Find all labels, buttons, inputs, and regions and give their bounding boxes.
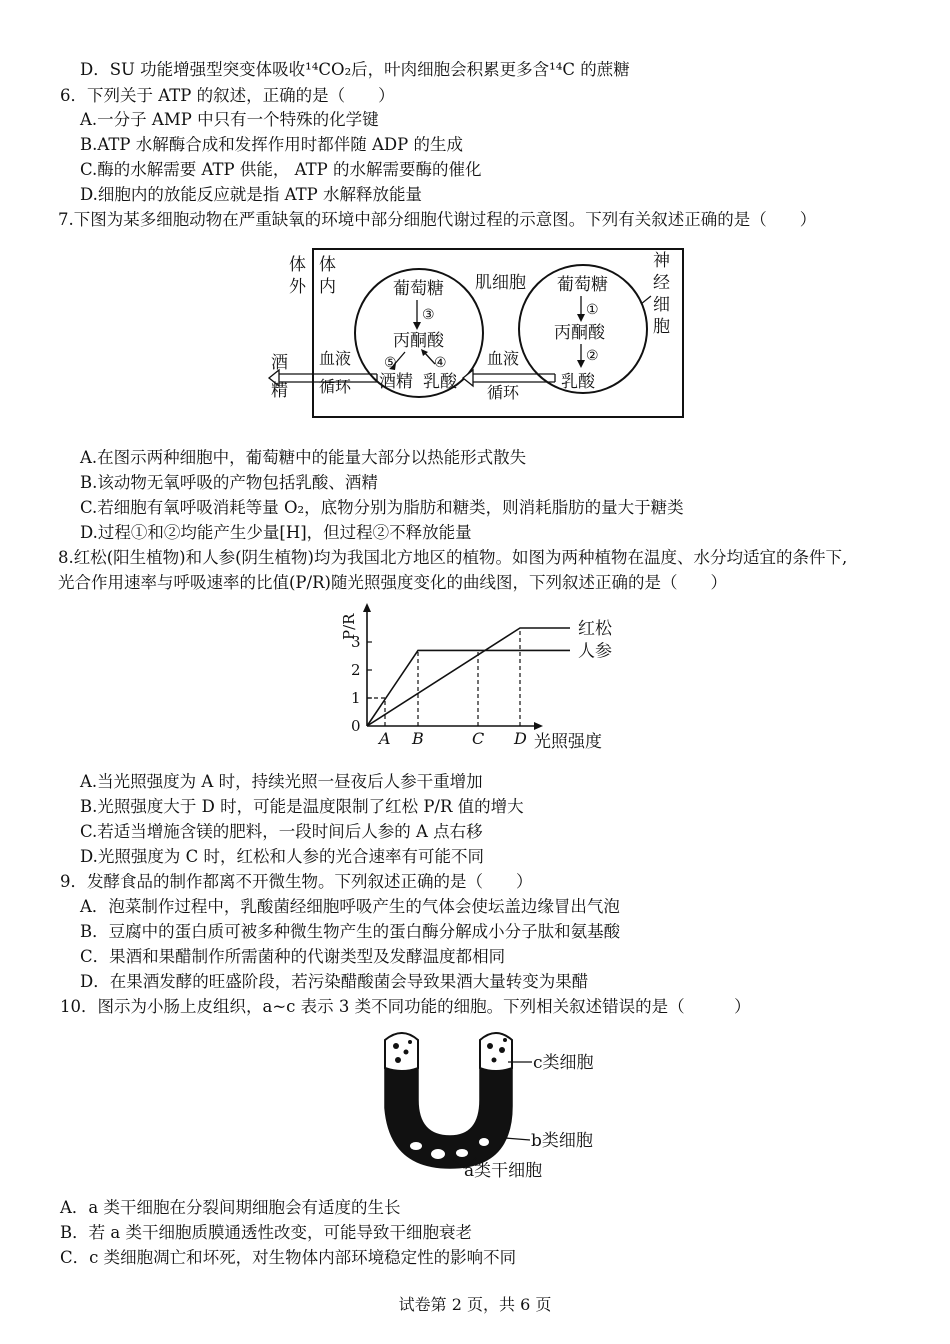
x-tick-D: D <box>514 729 527 748</box>
q6-stem: 6．下列关于 ATP 的叙述，正确的是（ ） <box>60 86 395 105</box>
outside-label-2: 外 <box>289 277 306 297</box>
y-tick-2: 2 <box>351 661 361 679</box>
nerve-cell-label-2: 经 <box>653 273 670 293</box>
q7-stem: 7.下图为某多细胞动物在严重缺氧的环境中部分细胞代谢过程的示意图。下列有关叙述正确的是（ ） <box>58 210 817 229</box>
q9-option-a: A．泡菜制作过程中，乳酸菌经细胞呼吸产生的气体会使坛盖边缘冒出气泡 <box>80 897 620 916</box>
q9-option-c: C．果酒和果醋制作所需菌种的代谢类型及发酵温度都相同 <box>80 947 506 966</box>
q6-option-b: B.ATP 水解酶合成和发挥作用时都伴随 ADP 的生成 <box>80 135 463 154</box>
q9-stem: 9．发酵食品的制作都离不开微生物。下列叙述正确的是（ ） <box>60 872 533 891</box>
ethanol-outside-label-1: 酒 <box>271 353 288 373</box>
nerve-pyruvate-label: 丙酮酸 <box>554 323 605 343</box>
y-axis-label: P/R <box>340 613 358 640</box>
y-tick-1: 1 <box>351 689 361 707</box>
q8-stem-2: 光合作用速率与呼吸速率的比值(P/R)随光照强度变化的曲线图，下列叙述正确的是（ ） <box>58 573 727 592</box>
x-tick-A: A <box>379 729 391 748</box>
nerve-glucose-label: 葡萄糖 <box>557 275 608 295</box>
c-cell-left <box>385 1033 418 1071</box>
page-footer: 试卷第 2 页，共 6 页 <box>398 1295 552 1314</box>
q10-option-b: B．若 a 类干细胞质膜通透性改变，可能导致干细胞衰老 <box>60 1223 472 1242</box>
step-5-label: ⑤ <box>384 355 397 371</box>
outside-label-1: 体 <box>289 255 306 275</box>
q10-option-c: C．c 类细胞凋亡和坏死，对生物体内部环境稳定性的影响不同 <box>60 1248 517 1267</box>
muscle-pyruvate-label: 丙酮酸 <box>393 331 444 351</box>
muscle-ethanol-label: 酒精 <box>379 372 413 392</box>
q6-option-a: A.一分子 AMP 中只有一个特殊的化学键 <box>80 110 379 129</box>
nerve-cell-label-4: 胞 <box>653 317 670 337</box>
c-cell-right <box>480 1033 512 1071</box>
x-tick-B: B <box>412 729 424 748</box>
q7-option-d: D.过程①和②均能产生少量[H]，但过程②不释放能量 <box>80 523 472 542</box>
y-tick-0: 0 <box>351 717 361 735</box>
q8-option-a: A.当光照强度为 A 时，持续光照一昼夜后人参干重增加 <box>80 772 483 791</box>
q10-option-a: A．a 类干细胞在分裂间期细胞会有适度的生长 <box>60 1198 401 1217</box>
q7-option-c: C.若细胞有氧呼吸消耗等量 O₂，底物分别为脂肪和糖类，则消耗脂肪的量大于糖类 <box>80 498 684 517</box>
series-line-0 <box>367 628 570 726</box>
c-cell-label: c类细胞 <box>533 1053 594 1073</box>
q6-option-d: D.细胞内的放能反应就是指 ATP 水解释放能量 <box>80 185 422 204</box>
step-4-label: ④ <box>434 355 447 371</box>
blood-circulation-left-2: 循环 <box>319 377 352 396</box>
muscle-cell-label: 肌细胞 <box>475 273 526 293</box>
q9-option-d: D．在果酒发酵的旺盛阶段，若污染醋酸菌会导致果酒大量转变为果醋 <box>80 972 589 991</box>
nerve-lactate-label: 乳酸 <box>561 372 595 392</box>
q6-option-c: C.酶的水解需要 ATP 供能， ATP 的水解需要酶的催化 <box>80 160 482 179</box>
x-axis-label: 光照强度 <box>534 732 602 752</box>
step-2-label: ② <box>586 348 599 364</box>
q10-stem: 10．图示为小肠上皮组织，a~c 表示 3 类不同功能的细胞。下列相关叙述错误的是（ ） <box>60 997 751 1016</box>
inside-label-2: 内 <box>319 277 336 297</box>
blood-circulation-right-1: 血液 <box>487 349 520 368</box>
q7-metabolism-diagram <box>265 246 695 426</box>
series-label-0: 红松 <box>578 619 612 639</box>
muscle-lactate-label: 乳酸 <box>423 372 457 392</box>
step-3-label: ③ <box>422 307 435 323</box>
a-stem-cell-label: a类干细胞 <box>464 1161 543 1181</box>
x-tick-C: C <box>472 729 485 748</box>
q8-pr-chart <box>330 600 630 760</box>
q7-option-b: B.该动物无氧呼吸的产物包括乳酸、酒精 <box>80 473 378 492</box>
y-tick-3: 3 <box>351 633 361 651</box>
q9-option-b: B．豆腐中的蛋白质可被多种微生物产生的蛋白酶分解成小分子肽和氨基酸 <box>80 922 621 941</box>
ethanol-outside-label-2: 精 <box>271 381 288 401</box>
q8-option-d: D.光照强度为 C 时，红松和人参的光合速率有可能不同 <box>80 847 485 866</box>
step-1-label: ① <box>586 302 599 318</box>
blood-circulation-right-2: 循环 <box>487 383 520 402</box>
nerve-cell-label-3: 细 <box>653 295 670 315</box>
q8-option-b: B.光照强度大于 D 时，可能是温度限制了红松 P/R 值的增大 <box>80 797 524 816</box>
q5-option-d: D．SU 功能增强型突变体吸收¹⁴CO₂后，叶肉细胞会积累更多含¹⁴C 的蔗糖 <box>80 60 630 79</box>
q8-stem-1: 8.红松(阳生植物)和人参(阴生植物)均为我国北方地区的植物。如图为两种植物在温度、水分均适宜的条件下, <box>58 548 848 567</box>
blood-circulation-left-1: 血液 <box>319 349 352 368</box>
q7-option-a: A.在图示两种细胞中，葡萄糖中的能量大部分以热能形式散失 <box>80 448 527 467</box>
inside-label-1: 体 <box>319 255 336 275</box>
series-label-1: 人参 <box>578 641 612 662</box>
nerve-cell-label-1: 神 <box>653 251 670 271</box>
b-cell-label: b类细胞 <box>531 1131 593 1151</box>
q10-intestine-diagram <box>380 1028 600 1188</box>
muscle-glucose-label: 葡萄糖 <box>393 279 444 299</box>
q8-option-c: C.若适当增施含镁的肥料，一段时间后人参的 A 点右移 <box>80 822 483 841</box>
